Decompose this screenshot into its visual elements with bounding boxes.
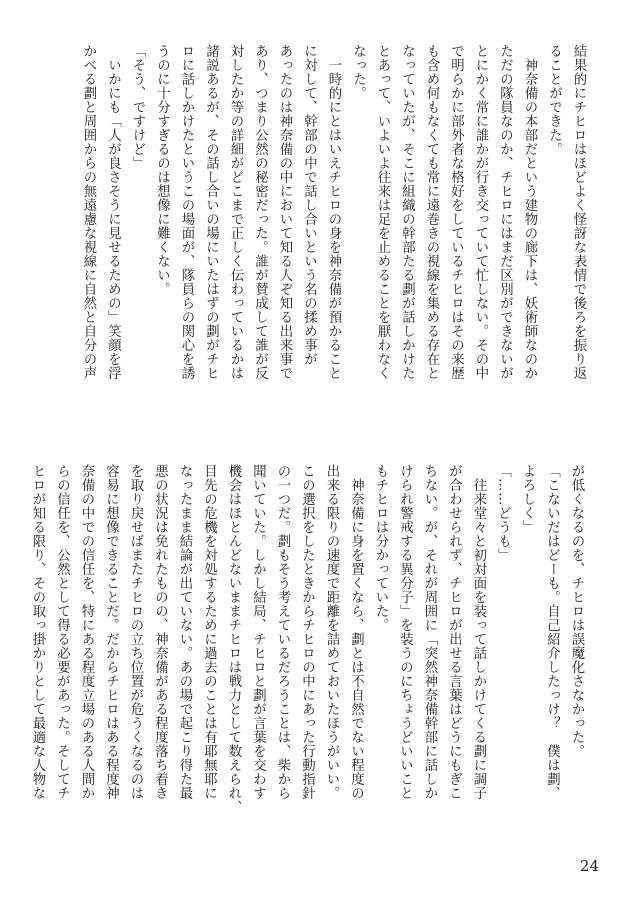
text-line: を取り戻せばまたチヒロの立ち位置が危うくなるのは bbox=[128, 464, 143, 800]
text-line: で明らかに部外者な格好をしているチヒロはその来歴 bbox=[448, 44, 464, 380]
text-line: なっていたが、そこに組織の幹部たる劃が話しかけた bbox=[399, 44, 415, 380]
text-line: 「こないだはどーも。自己紹介したっけ？ 僕は劃、 bbox=[544, 464, 560, 800]
text-line: 容易に想像できることだ。だからチヒロはある程度神 bbox=[103, 464, 119, 800]
text-line: ちない。が、それが周囲に「突然神奈備幹部に話しか bbox=[422, 464, 437, 800]
text-line: 出来る限りの速度で距離を詰めておいたほうがいい。 bbox=[324, 464, 339, 800]
text-line: あったのは神奈備の中において知る人ぞ知る出来事で bbox=[277, 44, 292, 380]
text-line: ヒロが知る限り、その取っ掛かりとして最適な人物な bbox=[30, 464, 45, 800]
text-line: うのに十分すぎるのは想像に難くない。 bbox=[154, 44, 170, 296]
text-line: けられ警戒する異分子」を装うのにちょうどいいこと bbox=[397, 464, 413, 800]
text-line: 諸説あるが、その話し合いの場にいたはずの劃がチヒ bbox=[203, 44, 219, 380]
text-line: 対したか等の詳細がどこまで正しく伝わっているかは bbox=[228, 44, 243, 380]
text-line: なったまま結論が出ていない。あの場で起こり得た最 bbox=[177, 464, 192, 800]
text-line: の一つだ。劃もそう考えているだろうことは、柴から bbox=[275, 464, 290, 800]
text-line: 聞いていた。しかし結局、チヒロと劃が言葉を交わす bbox=[250, 464, 266, 800]
text-line: が低くなるのを、チヒロは誤魔化さなかった。 bbox=[569, 464, 584, 758]
text-line: ることができた。 bbox=[546, 44, 562, 156]
text-line: とにかく常に誰かが行き交っていて忙しない。その中 bbox=[473, 44, 488, 380]
text-line: 「……どうも」 bbox=[495, 464, 511, 562]
text-line: ただの隊員なのか、チヒロにはまだ区別ができないが bbox=[497, 44, 513, 380]
text-line: 結果的にチヒロはほどよく怪訝な表情で後ろを振り返 bbox=[571, 44, 586, 380]
text-line: 神奈備に身を置くなら、劃とは不自然でない程度の bbox=[348, 464, 364, 800]
text-line: あり、つまり公然の秘密だった。誰が賛成して誰が反 bbox=[252, 44, 268, 380]
text-line: 目先の危機を対処するために過去のことは有耶無耶に bbox=[201, 464, 217, 800]
upper-text-column bbox=[30, 44, 590, 429]
text-line: なった。 bbox=[350, 44, 366, 100]
text-line: に対して、幹部の中で話し合いという名の揉め事が bbox=[301, 44, 317, 366]
text-line: 機会はほとんどないままチヒロは戦力として数えられ、 bbox=[226, 464, 241, 814]
page-number: 24 bbox=[579, 857, 599, 875]
text-line: ロに話しかけたというこの場面が、隊員らの関心を誘 bbox=[179, 44, 194, 380]
text-line: 奈備の中での信任を、特にある程度立場のある人間か bbox=[79, 464, 94, 800]
lower-text-column bbox=[28, 464, 588, 857]
text-line: とあって、いよいよ往来は足を止めることを厭わなく bbox=[375, 44, 390, 380]
text-line: 神奈備の本部だという建物の廊下は、妖術師なのか bbox=[522, 44, 537, 380]
text-line: 「そう、ですけど」 bbox=[130, 44, 145, 170]
text-line: 一時的にとはいえチヒロの身を神奈備が預かること bbox=[326, 44, 341, 380]
text-line: らの信任を、公然として得る必要があった。そしてチ bbox=[54, 464, 70, 800]
text-line: よろしく」 bbox=[520, 464, 535, 534]
text-line: が合わせられず、チヒロが出せる言葉はどうにもぎこ bbox=[446, 464, 462, 800]
text-line: もチヒロは分かっていた。 bbox=[373, 464, 388, 632]
text-line: いかにも「人が良さそうに見せるための」笑顔を浮 bbox=[105, 44, 121, 380]
text-line: この選択をしたときからチヒロの中にあった行動指針 bbox=[299, 464, 315, 800]
text-line: も含め何もなくても常に遠巻きの視線を集める存在と bbox=[424, 44, 439, 380]
text-line: かべる劃と周囲からの無遠慮な視線に自然と自分の声 bbox=[81, 44, 96, 380]
text-line: 往来堂々と初対面を装って話しかけてくる劃に調子 bbox=[471, 464, 486, 800]
text-line: 悪の状況は免れたものの、神奈備がある程度落ち着き bbox=[152, 464, 168, 800]
